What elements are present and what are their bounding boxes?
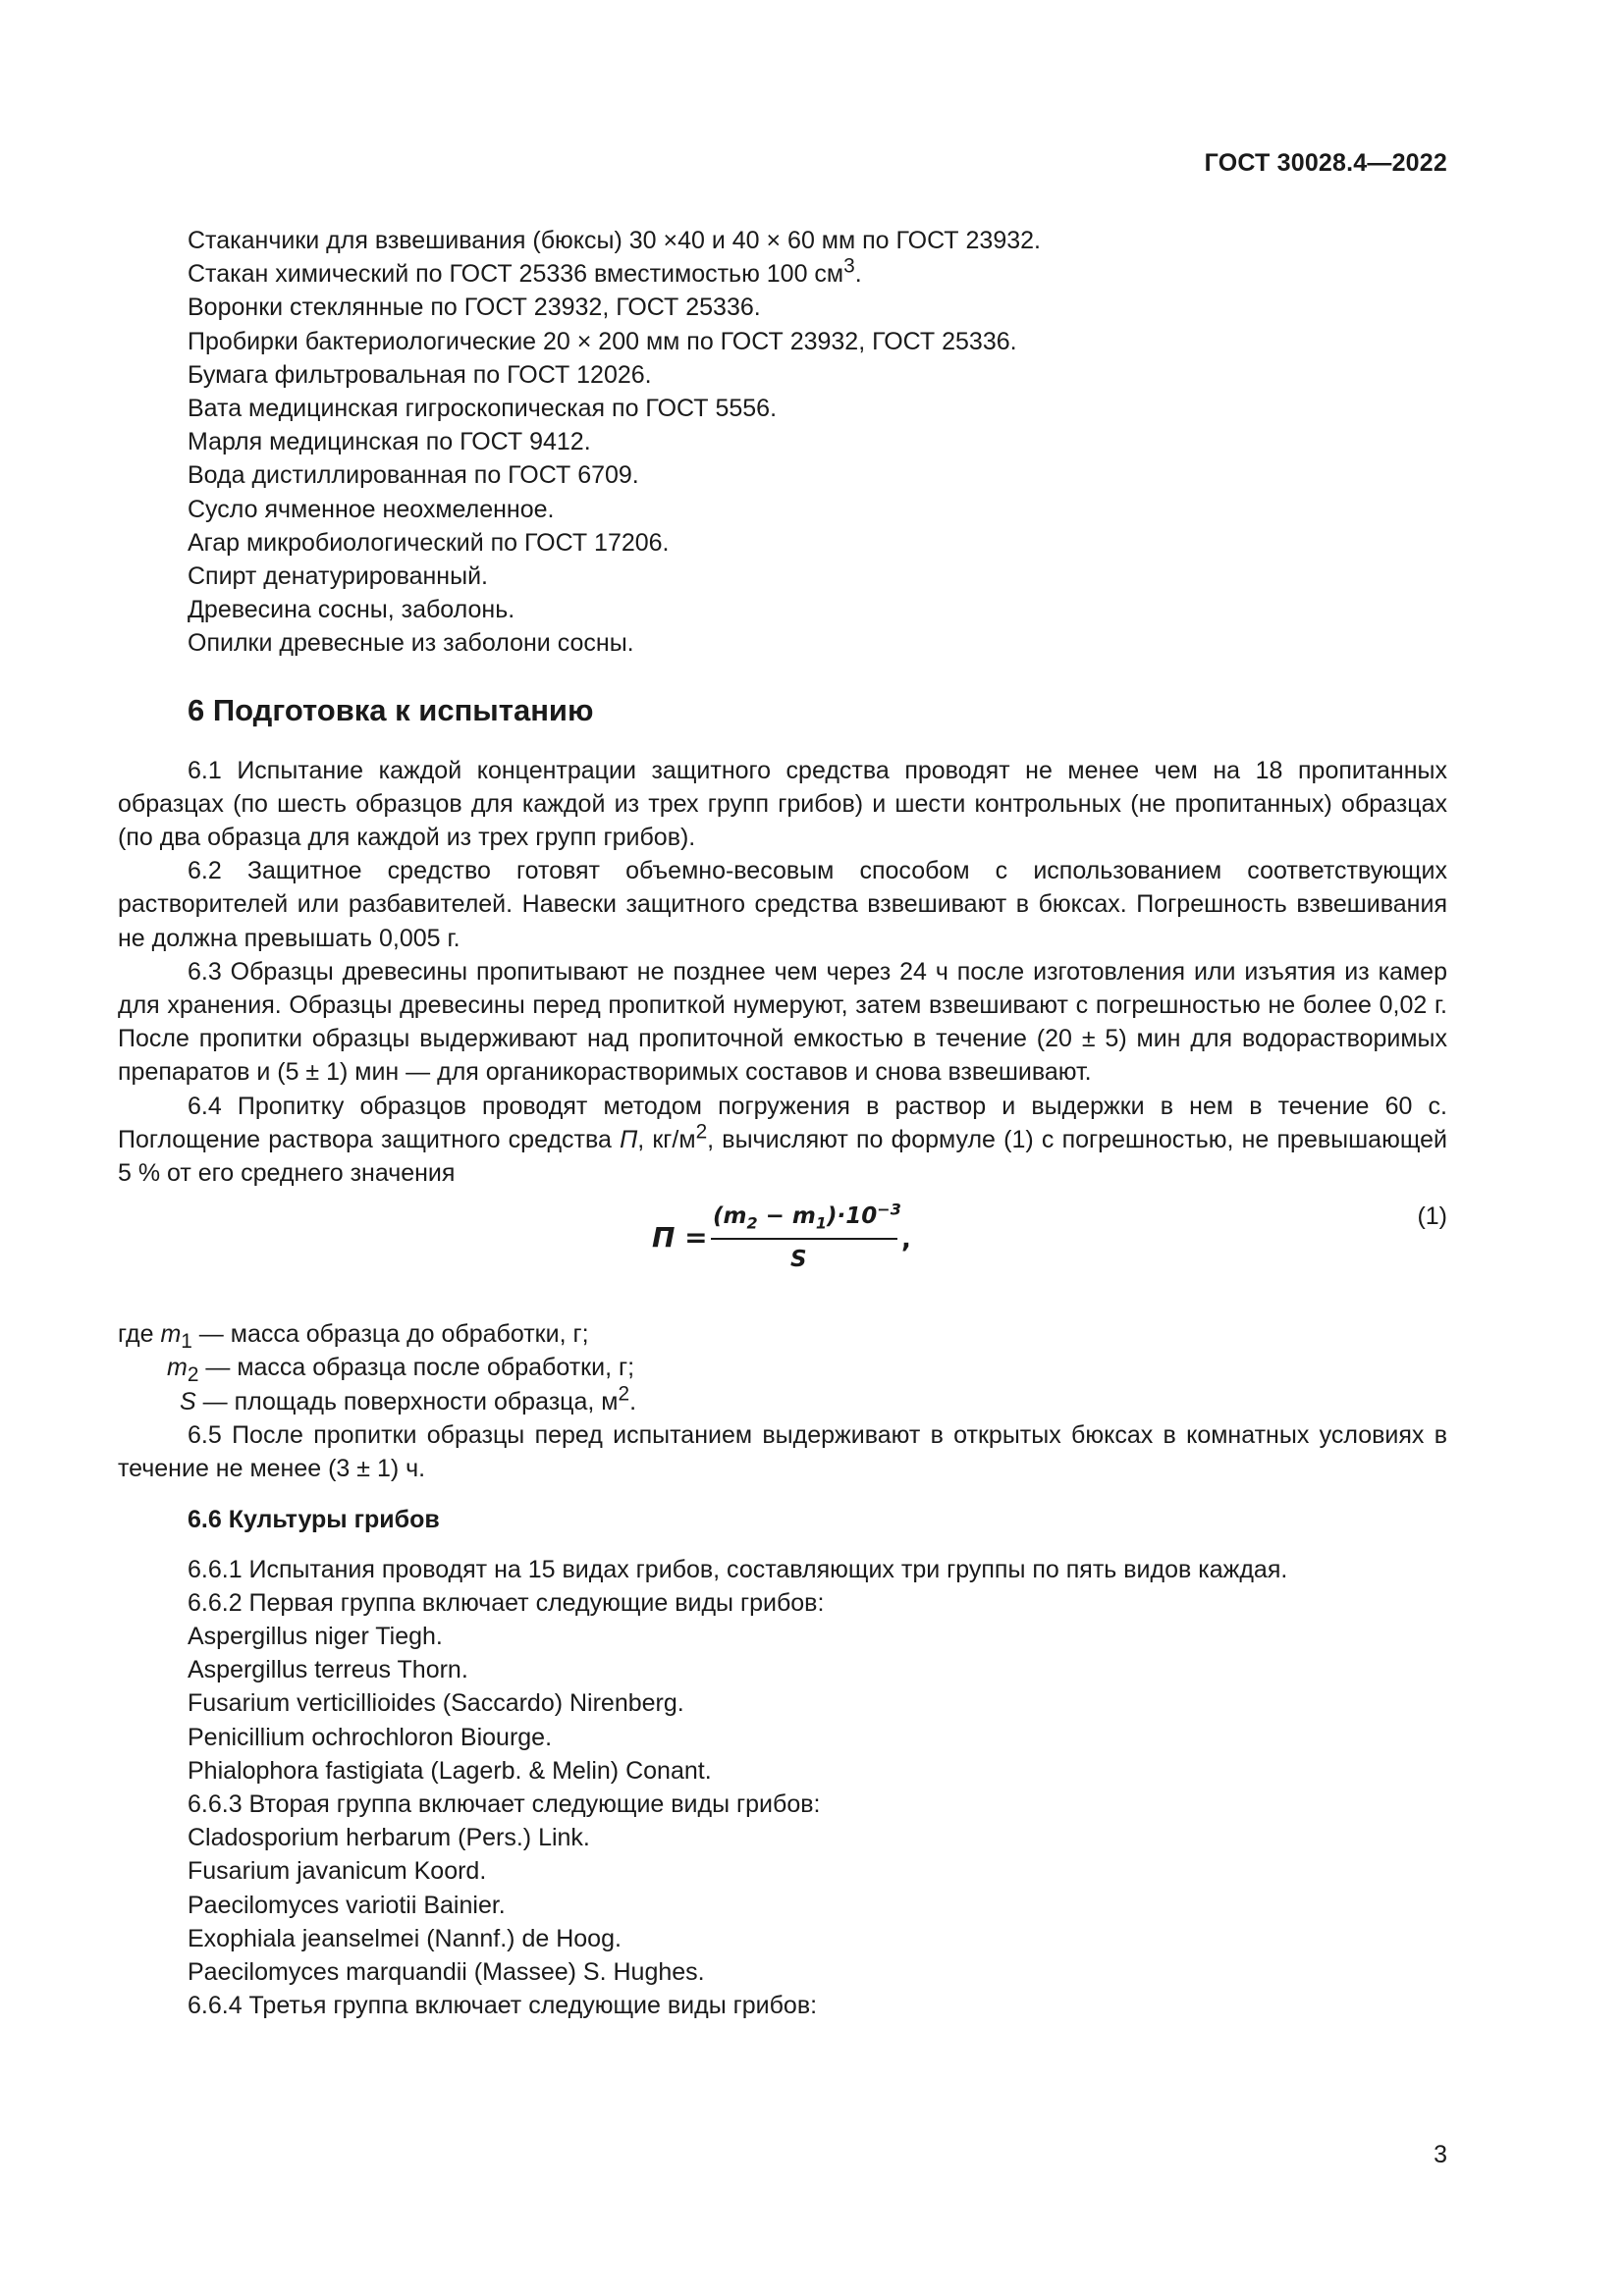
fungus-species: Aspergillus terreus Thorn. [188,1656,468,1684]
fungus-species: Exophiala jeanselmei (Nannf.) de Hoog. [188,1924,622,1952]
equipment-item: Пробирки бактериологические 20 × 200 мм по ГОСТ 23932, ГОСТ 25336. [188,327,1017,355]
fungus-species: Paecilomyces variotii Bainier. [188,1891,506,1919]
absorption-formula [652,1200,947,1288]
equipment-item: Воронки стеклянные по ГОСТ 23932, ГОСТ 25336. [188,294,761,322]
equipment-item: Вода дистиллированная по ГОСТ 6709. [188,461,639,490]
equipment-item: Опилки древесные из заболони сосны. [188,629,634,658]
fungus-species: Penicillium ochrochloron Biourge. [188,1723,553,1751]
section-6-title: 6 Подготовка к испытанию [188,692,594,727]
text-line-6-6-3: 6.6.3 Вторая группа включает следующие виды грибов: [188,1789,821,1818]
fungus-species: Paecilomyces marquandii (Massee) S. Hughes. [188,1957,705,1986]
where-s: S — площадь поверхности образца, $м^2$. [180,1382,637,1415]
paragraph-6-1: 6.1 Испытание каждой концентрации защитного средства проводят не менее чем на 18 пропитанных образцах (по шесть образцов для каждой из трех групп грибов) и шести контрольных (не пропитанных) образцах (по два образца для каждой из трех групп грибов). [118,756,1447,852]
fungus-species: Phialophora fastigiata (Lagerb. & Melin) Conant. [188,1756,712,1785]
fungus-species: Cladosporium herbarum (Pers.) Link. [188,1824,590,1852]
equipment-item: Бумага фильтровальная по ГОСТ 12026. [188,360,652,389]
paragraph-6-2: 6.2 Защитное средство готовят объемно-весовым способом с использованием соответствующих растворителей или разбавителей. Навески защитного средства взвешивают в бюксах. Погрешность взвешивания не должна превышать 0,005 г. [118,857,1447,952]
equipment-item: Стаканчики для взвешивания (бюксы) 30 ×40 и 40 × 60 мм по ГОСТ 23932. [188,227,1041,254]
text-line-6-6-1: 6.6.1 Испытания проводят на 15 видах грибов, составляющих три группы по пять видов каждая. [188,1555,1288,1583]
fraction-bar [711,1238,897,1240]
where-m1: где $m_1$ — масса образца до обработки, г; [118,1320,589,1354]
paragraph-6-5: 6.5 После пропитки образцы перед испытанием выдерживают в открытых бюксах в комнатных условиях в течение не менее (3 ± 1) ч. [118,1420,1447,1483]
equipment-item: Вата медицинская гигроскопическая по ГОСТ 5556. [188,395,778,423]
equipment-item: Сусло ячменное неохмеленное. [188,495,555,523]
equipment-item: Древесина сосны, заболонь. [188,596,515,624]
page-number: 3 [1434,2141,1447,2168]
equipment-item-beaker: Стакан химический по ГОСТ 25336 вместимостью 100 $см^3$. [188,254,862,289]
paragraph-6-3: 6.3 Образцы древесины пропитывают не позднее чем через 24 ч после изготовления или изъятия из камер для хранения. Образцы древесины перед пропиткой нумеруют, затем взвешивают с погрешностью не более 0,02 г. После пропитки образцы выдерживают над пропиточной емкостью в течение (20 ± 5) мин для водорастворимых препаратов и (5 ± 1) мин — для органикорастворимых составов и снова взвешивают. [118,957,1447,1087]
formula-denominator: S [790,1247,807,1273]
formula-numerator: $(m_2 - m_1)\cdot 10^{-3}$ [713,1200,901,1233]
text-line-6-6-4: 6.6.4 Третья группа включает следующие виды грибов: [188,1992,818,2020]
formula-lhs: П = [652,1221,708,1255]
equipment-item: Марля медицинская по ГОСТ 9412. [188,428,591,456]
equipment-item: Агар микробиологический по ГОСТ 17206. [188,528,670,557]
formula-1 [118,1200,1447,1298]
fungus-species: Fusarium javanicum Koord. [188,1857,487,1886]
document-code-header: ГОСТ 30028.4—2022 [1204,149,1447,177]
equipment-item: Спирт денатурированный. [188,562,488,591]
subsection-6-6-title: 6.6 Культуры грибов [188,1506,440,1534]
fungus-species: Aspergillus niger Tiegh. [188,1622,443,1650]
page-content [118,224,1447,2022]
paragraph-6-4: 6.4 Пропитку образцов проводят методом погружения в раствор и выдержки в нем в течение 60 с. Поглощение раствора защитного средства П, $кг/м^2$, вычисляют по формуле (1) с погрешностью, не превышающей 5 % от его среднего значения [118,1092,1447,1188]
text-line-6-6-2: 6.6.2 Первая группа включает следующие виды грибов: [188,1588,825,1617]
where-m2: $m_2$ — масса образца после обработки, г; [167,1354,635,1387]
equation-number: (1) [1417,1202,1447,1231]
formula-comma: , [901,1225,911,1255]
fungus-species: Fusarium verticillioides (Saccardo) Nirenberg. [188,1689,684,1718]
